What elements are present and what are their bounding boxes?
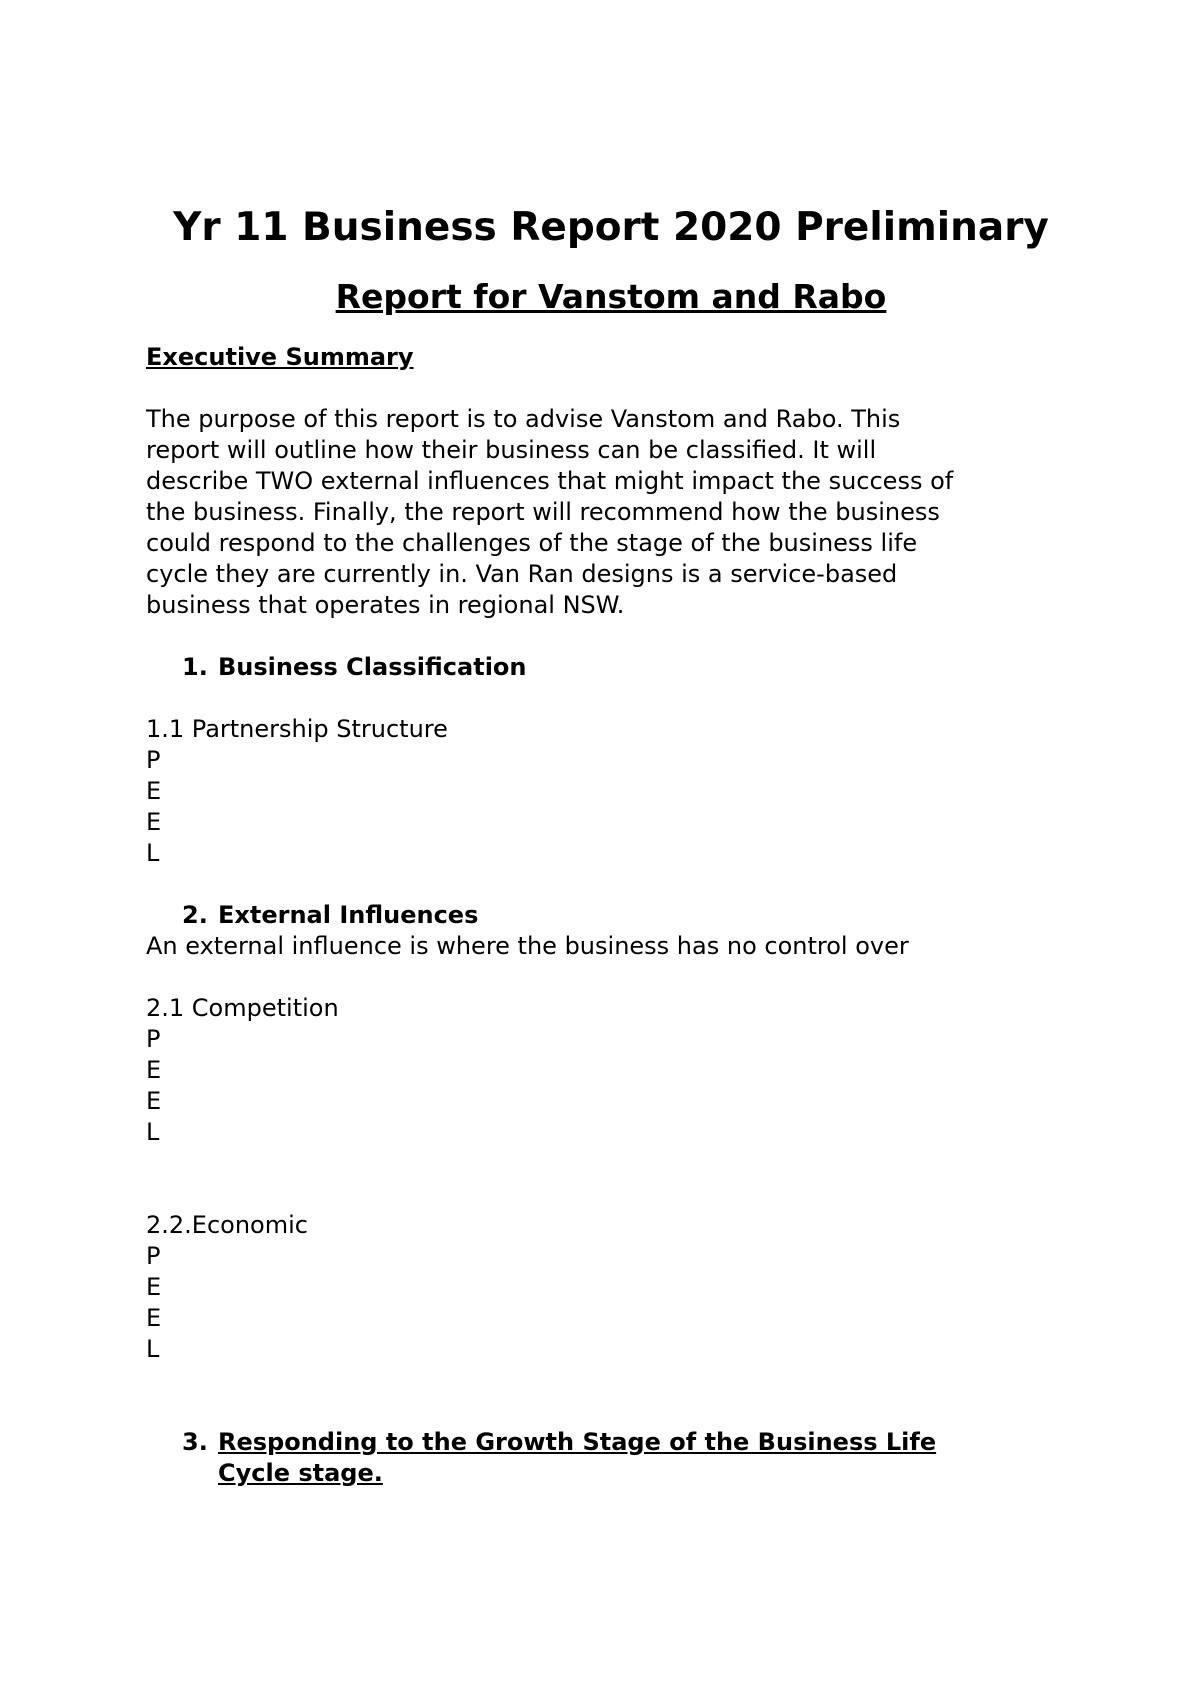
subsection-1-1-heading: 1.1 Partnership Structure: [146, 715, 448, 743]
peel-letter: E: [146, 1273, 162, 1301]
section-3-heading: [146, 1427, 1076, 1489]
summary-line: the business. Finally, the report will recommend how the business: [146, 498, 940, 526]
peel-letter: P: [146, 1025, 161, 1053]
executive-summary-heading: Executive Summary: [146, 343, 414, 371]
subsection-2-1-heading: 2.1 Competition: [146, 994, 339, 1022]
subsection-2-2-heading: 2.2.Economic: [146, 1211, 308, 1239]
peel-letter: E: [146, 777, 162, 805]
section-1-heading: [146, 652, 1076, 683]
summary-line: business that operates in regional NSW.: [146, 591, 625, 619]
summary-line: could respond to the challenges of the stage of the business life: [146, 529, 918, 557]
peel-letter: E: [146, 808, 162, 836]
section-title: Business Classification: [218, 653, 527, 681]
summary-line: describe TWO external influences that might impact the success of: [146, 467, 954, 495]
executive-summary-paragraph: [146, 404, 1076, 621]
peel-letter: P: [146, 746, 161, 774]
section-title-line: Responding to the Growth Stage of the Business Life: [218, 1428, 937, 1456]
report-subtitle: Report for Vanstom and Rabo: [335, 277, 887, 316]
document-title: Yr 11 Business Report 2020 Preliminary: [173, 205, 1049, 250]
peel-letter: L: [146, 839, 160, 867]
section-number: 1.: [182, 653, 208, 681]
summary-line: report will outline how their business can be classified. It will: [146, 436, 877, 464]
peel-letter: L: [146, 1118, 160, 1146]
document-body: [146, 204, 1076, 1489]
summary-line: cycle they are currently in. Van Ran designs is a service-based: [146, 560, 898, 588]
peel-letter: E: [146, 1304, 162, 1332]
summary-line: The purpose of this report is to advise Vanstom and Rabo. This: [146, 405, 901, 433]
peel-letter: E: [146, 1087, 162, 1115]
peel-letter: P: [146, 1242, 161, 1270]
external-influence-definition: An external influence is where the business has no control over: [146, 932, 909, 960]
section-title-line: Cycle stage.: [218, 1459, 383, 1487]
section-title: External Influences: [218, 901, 479, 929]
section-number: 3.: [182, 1428, 208, 1456]
peel-letter: L: [146, 1335, 160, 1363]
section-2-heading: [146, 900, 1076, 931]
peel-letter: E: [146, 1056, 162, 1084]
section-number: 2.: [182, 901, 208, 929]
section-3-title: [218, 1427, 936, 1489]
